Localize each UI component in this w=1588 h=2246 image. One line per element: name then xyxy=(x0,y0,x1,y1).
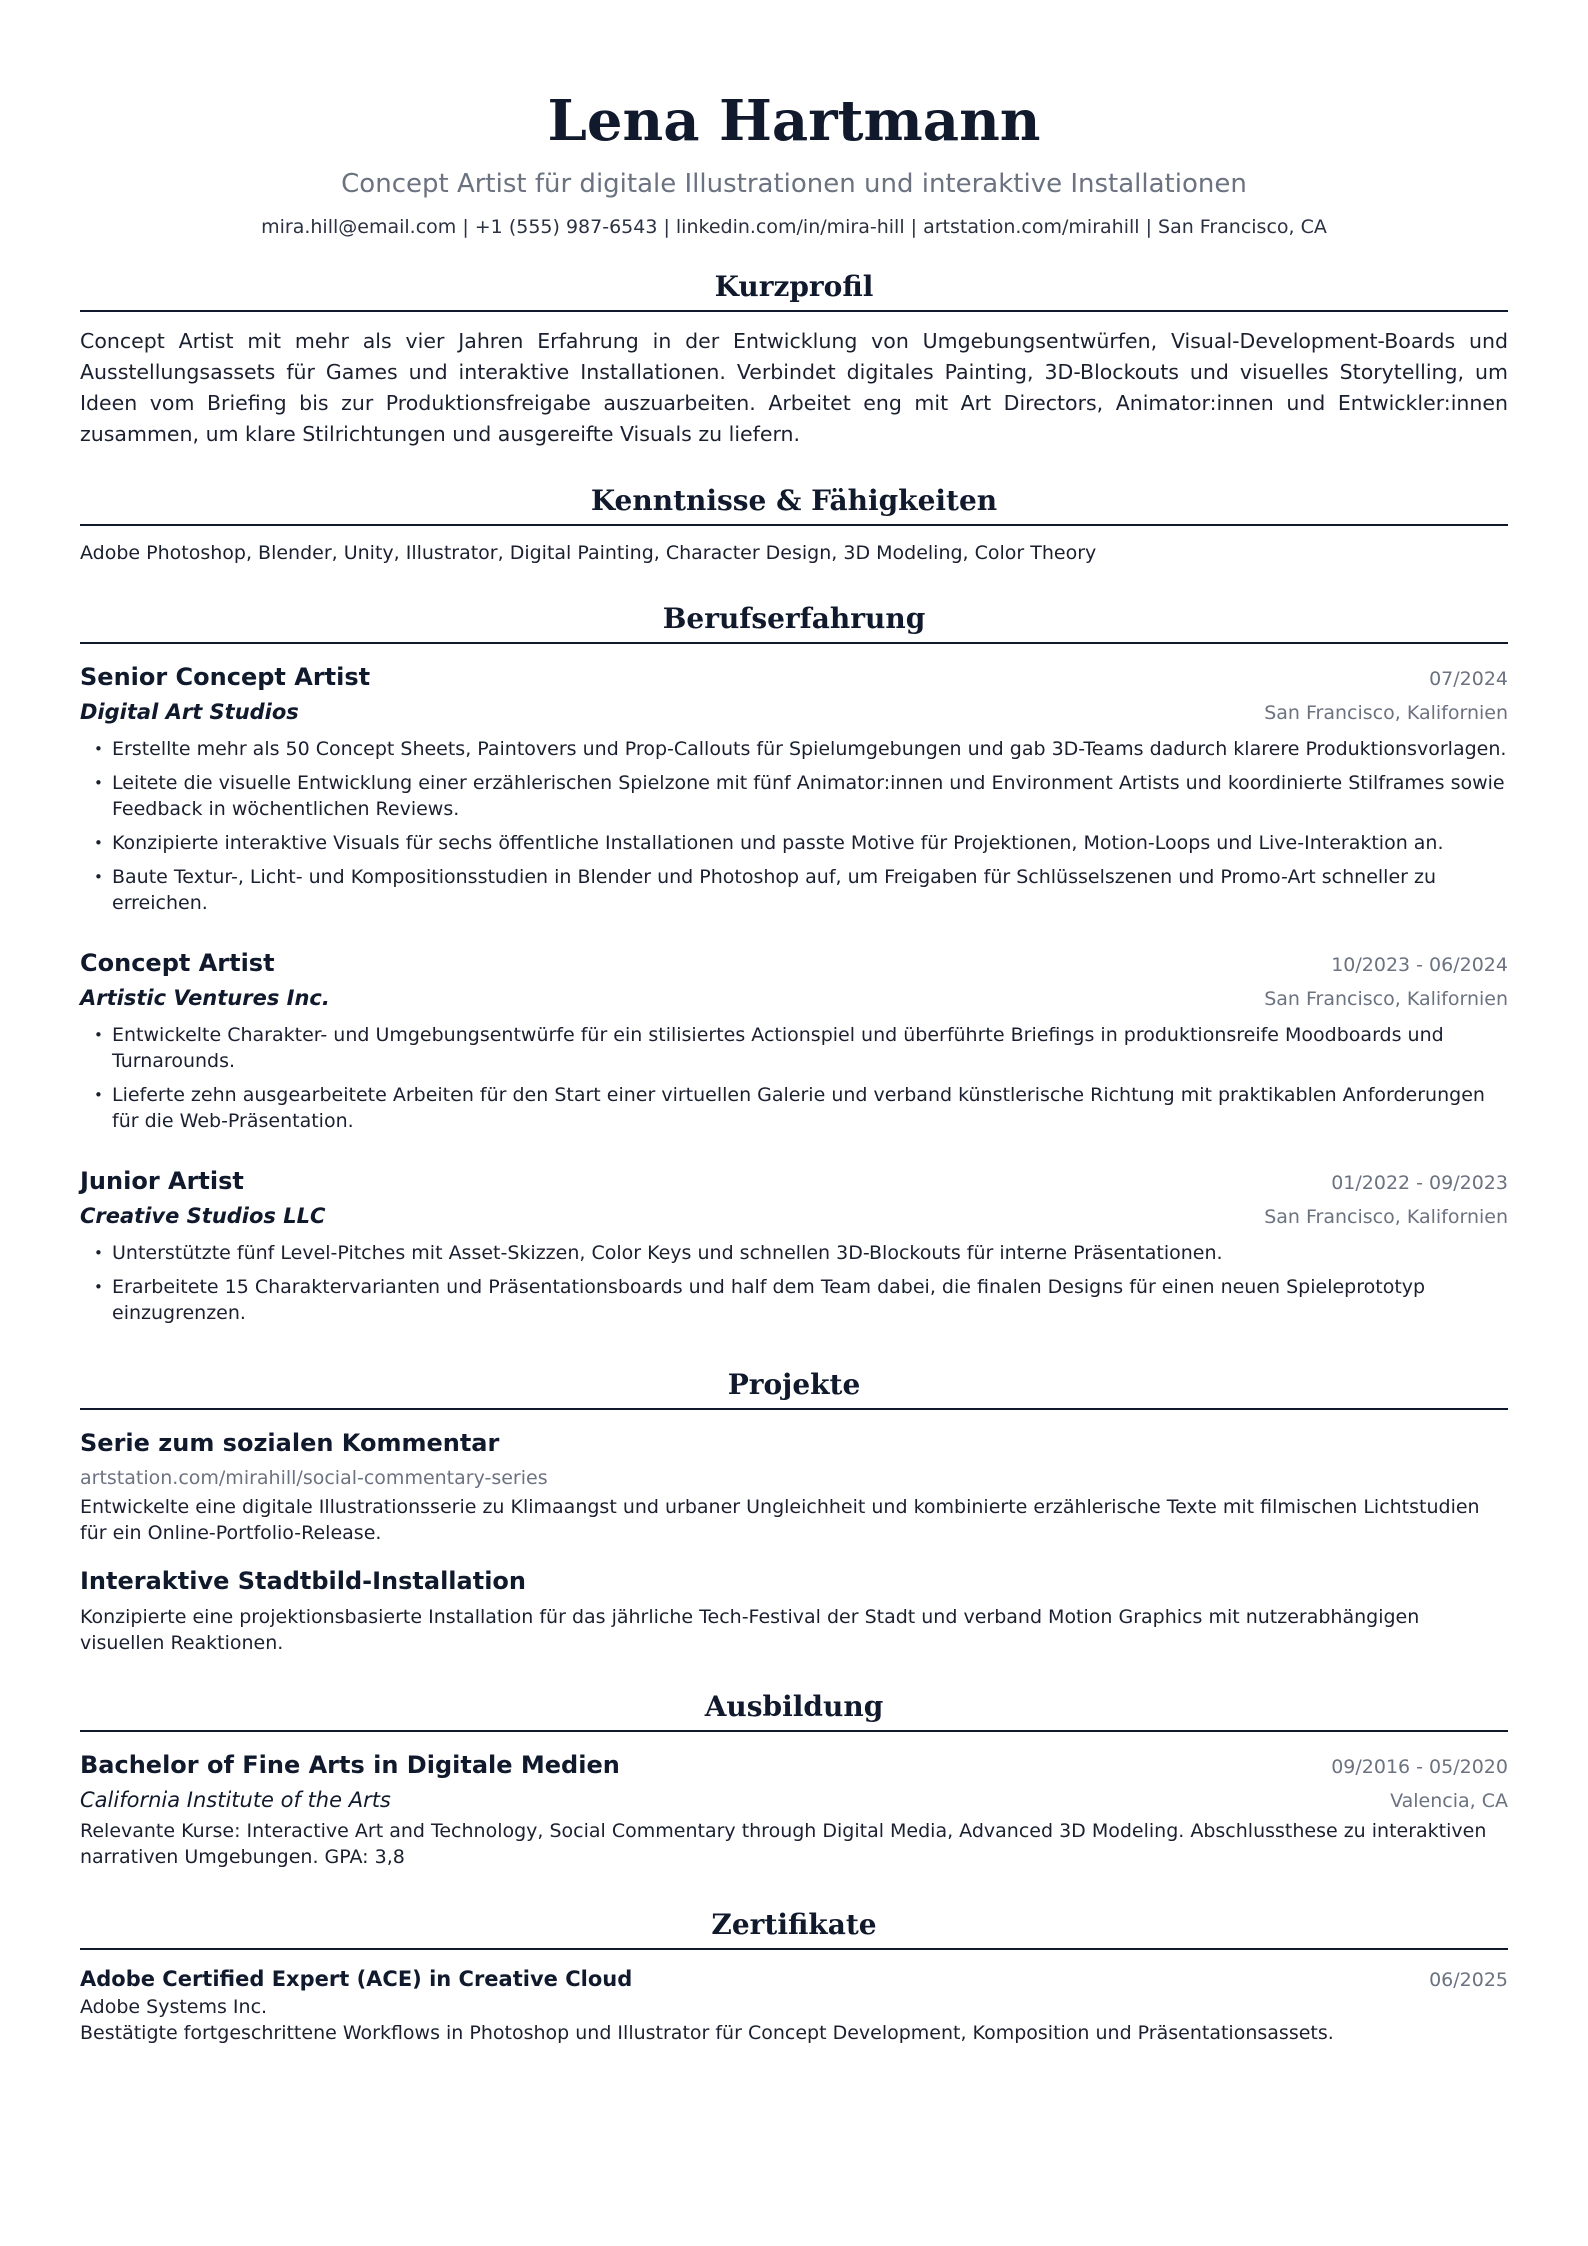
candidate-subtitle: Concept Artist für digitale Illustrationen und interaktive Installationen xyxy=(341,169,1247,199)
bullet-item: • Unterstützte fünf Level-Pitches mit Asset-Skizzen, Color Keys und schnellen 3D-Blockouts für interne Präsentationen. xyxy=(112,1240,1508,1266)
job-location: San Francisco, Kalifornien xyxy=(1264,702,1508,724)
certificate-issuer: Adobe Systems Inc. xyxy=(80,1996,268,2018)
certificate-title: Adobe Certified Expert (ACE) in Creative Cloud xyxy=(80,1967,633,1991)
project-link[interactable]: artstation.com/mirahill/social-commentary-series xyxy=(80,1467,548,1489)
job-title: Concept Artist xyxy=(80,949,275,977)
project-description: Konzipierte eine projektionsbasierte Installation für das jährliche Tech-Festival der Stadt und verband Motion Graphics mit nutzerabhängigen visuellen Reaktionen. xyxy=(80,1606,1420,1654)
education-details: Relevante Kurse: Interactive Art and Technology, Social Commentary through Digital Media, Advanced 3D Modeling. Abschlussthese zu interaktiven narrativen Umgebungen. GPA: 3,8 xyxy=(80,1820,1487,1868)
job-entry xyxy=(80,946,1508,1134)
job-bullets xyxy=(80,736,1508,916)
education-section xyxy=(80,1688,1508,1870)
project-title: Interaktive Stadtbild-Installation xyxy=(80,1567,527,1595)
section-heading-experience: Berufserfahrung xyxy=(80,600,1508,644)
certificates-section xyxy=(80,1906,1508,2046)
contact-line: mira.hill@email.com | +1 (555) 987-6543 | linkedin.com/in/mira-hill | artstation.com/mirahill | San Francisco, CA xyxy=(261,216,1327,238)
project-entry xyxy=(80,1564,1508,1656)
bullet-item: • Konzipierte interaktive Visuals für sechs öffentliche Installationen und passte Motive für Projektionen, Motion-Loops und Live-Interaktion an. xyxy=(112,830,1508,856)
project-title: Serie zum sozialen Kommentar xyxy=(80,1429,500,1457)
project-entry xyxy=(80,1426,1508,1546)
school-location: Valencia, CA xyxy=(1390,1790,1508,1812)
section-heading-certificates: Zertifikate xyxy=(80,1906,1508,1950)
school-name: California Institute of the Arts xyxy=(80,1788,391,1812)
job-bullets xyxy=(80,1240,1508,1326)
section-heading-summary: Kurzprofil xyxy=(80,268,1508,312)
section-heading-projects: Projekte xyxy=(80,1366,1508,1410)
job-title: Senior Concept Artist xyxy=(80,663,371,691)
summary-text: Concept Artist mit mehr als vier Jahren Erfahrung in der Entwicklung von Umgebungsentwürfen, Visual-Development-Boards und Ausstellungsassets für Games und interaktive Installationen. Verbindet digitales Painting, 3D-Blockouts und visuelles Storytelling, um Ideen vom Briefing bis zur Produktionsfreigabe auszuarbeiten. Arbeitet eng mit Art Directors, Animator:innen und Entwickler:innen zusammen, um klare Stilrichtungen und ausgereifte Visuals zu liefern. xyxy=(80,329,1508,446)
skills-text: Adobe Photoshop, Blender, Unity, Illustrator, Digital Painting, Character Design, 3D Modeling, Color Theory xyxy=(80,542,1097,564)
bullet-item: • Erarbeitete 15 Charaktervarianten und Präsentationsboards und half dem Team dabei, die finalen Designs für einen neuen Spieleprototyp einzugrenzen. xyxy=(112,1274,1508,1326)
bullet-item: • Entwickelte Charakter- und Umgebungsentwürfe für ein stilisiertes Actionspiel und überführte Briefings in produktionsreife Moodboards und Turnarounds. xyxy=(112,1022,1508,1074)
job-company: Artistic Ventures Inc. xyxy=(80,986,330,1010)
job-location: San Francisco, Kalifornien xyxy=(1264,988,1508,1010)
job-company: Creative Studios LLC xyxy=(80,1204,326,1228)
certificate-date: 06/2025 xyxy=(1429,1969,1508,1991)
job-date: 01/2022 - 09/2023 xyxy=(1331,1172,1508,1194)
degree-title: Bachelor of Fine Arts in Digitale Medien xyxy=(80,1751,620,1779)
job-bullets xyxy=(80,1022,1508,1134)
job-date: 10/2023 - 06/2024 xyxy=(1331,954,1508,976)
job-title: Junior Artist xyxy=(80,1167,244,1195)
certificate-description: Bestätigte fortgeschrittene Workflows in Photoshop und Illustrator für Concept Development, Komposition und Präsentationsassets. xyxy=(80,2022,1334,2044)
bullet-item: • Baute Textur-, Licht- und Kompositionsstudien in Blender und Photoshop auf, um Freigaben für Schlüsselszenen und Promo-Art schneller zu erreichen. xyxy=(112,864,1508,916)
summary-section xyxy=(80,268,1508,450)
candidate-name: Lena Hartmann xyxy=(547,88,1041,154)
experience-section xyxy=(80,600,1508,1326)
job-location: San Francisco, Kalifornien xyxy=(1264,1206,1508,1228)
bullet-item: • Leitete die visuelle Entwicklung einer erzählerischen Spielzone mit fünf Animator:innen und Environment Artists und koordinierte Stilframes sowie Feedback in wöchentlichen Reviews. xyxy=(112,770,1508,822)
project-description: Entwickelte eine digitale Illustrationsserie zu Klimaangst und urbaner Ungleichheit und kombinierte erzählerische Texte mit filmischen Lichtstudien für ein Online-Portfolio-Release. xyxy=(80,1496,1480,1544)
job-entry xyxy=(80,1164,1508,1326)
skills-section xyxy=(80,482,1508,566)
projects-section xyxy=(80,1366,1508,1656)
bullet-item: • Lieferte zehn ausgearbeitete Arbeiten für den Start einer virtuellen Galerie und verband künstlerische Richtung mit praktikablen Anforderungen für die Web-Präsentation. xyxy=(112,1082,1508,1134)
job-date: 07/2024 xyxy=(1429,668,1508,690)
section-heading-education: Ausbildung xyxy=(80,1688,1508,1732)
job-company: Digital Art Studios xyxy=(80,700,299,724)
job-entry xyxy=(80,660,1508,916)
bullet-item: • Erstellte mehr als 50 Concept Sheets, Paintovers und Prop-Callouts für Spielumgebungen und gab 3D-Teams dadurch klarere Produktionsvorlagen. xyxy=(112,736,1508,762)
education-date: 09/2016 - 05/2020 xyxy=(1331,1756,1508,1778)
section-heading-skills: Kenntnisse & Fähigkeiten xyxy=(80,482,1508,526)
